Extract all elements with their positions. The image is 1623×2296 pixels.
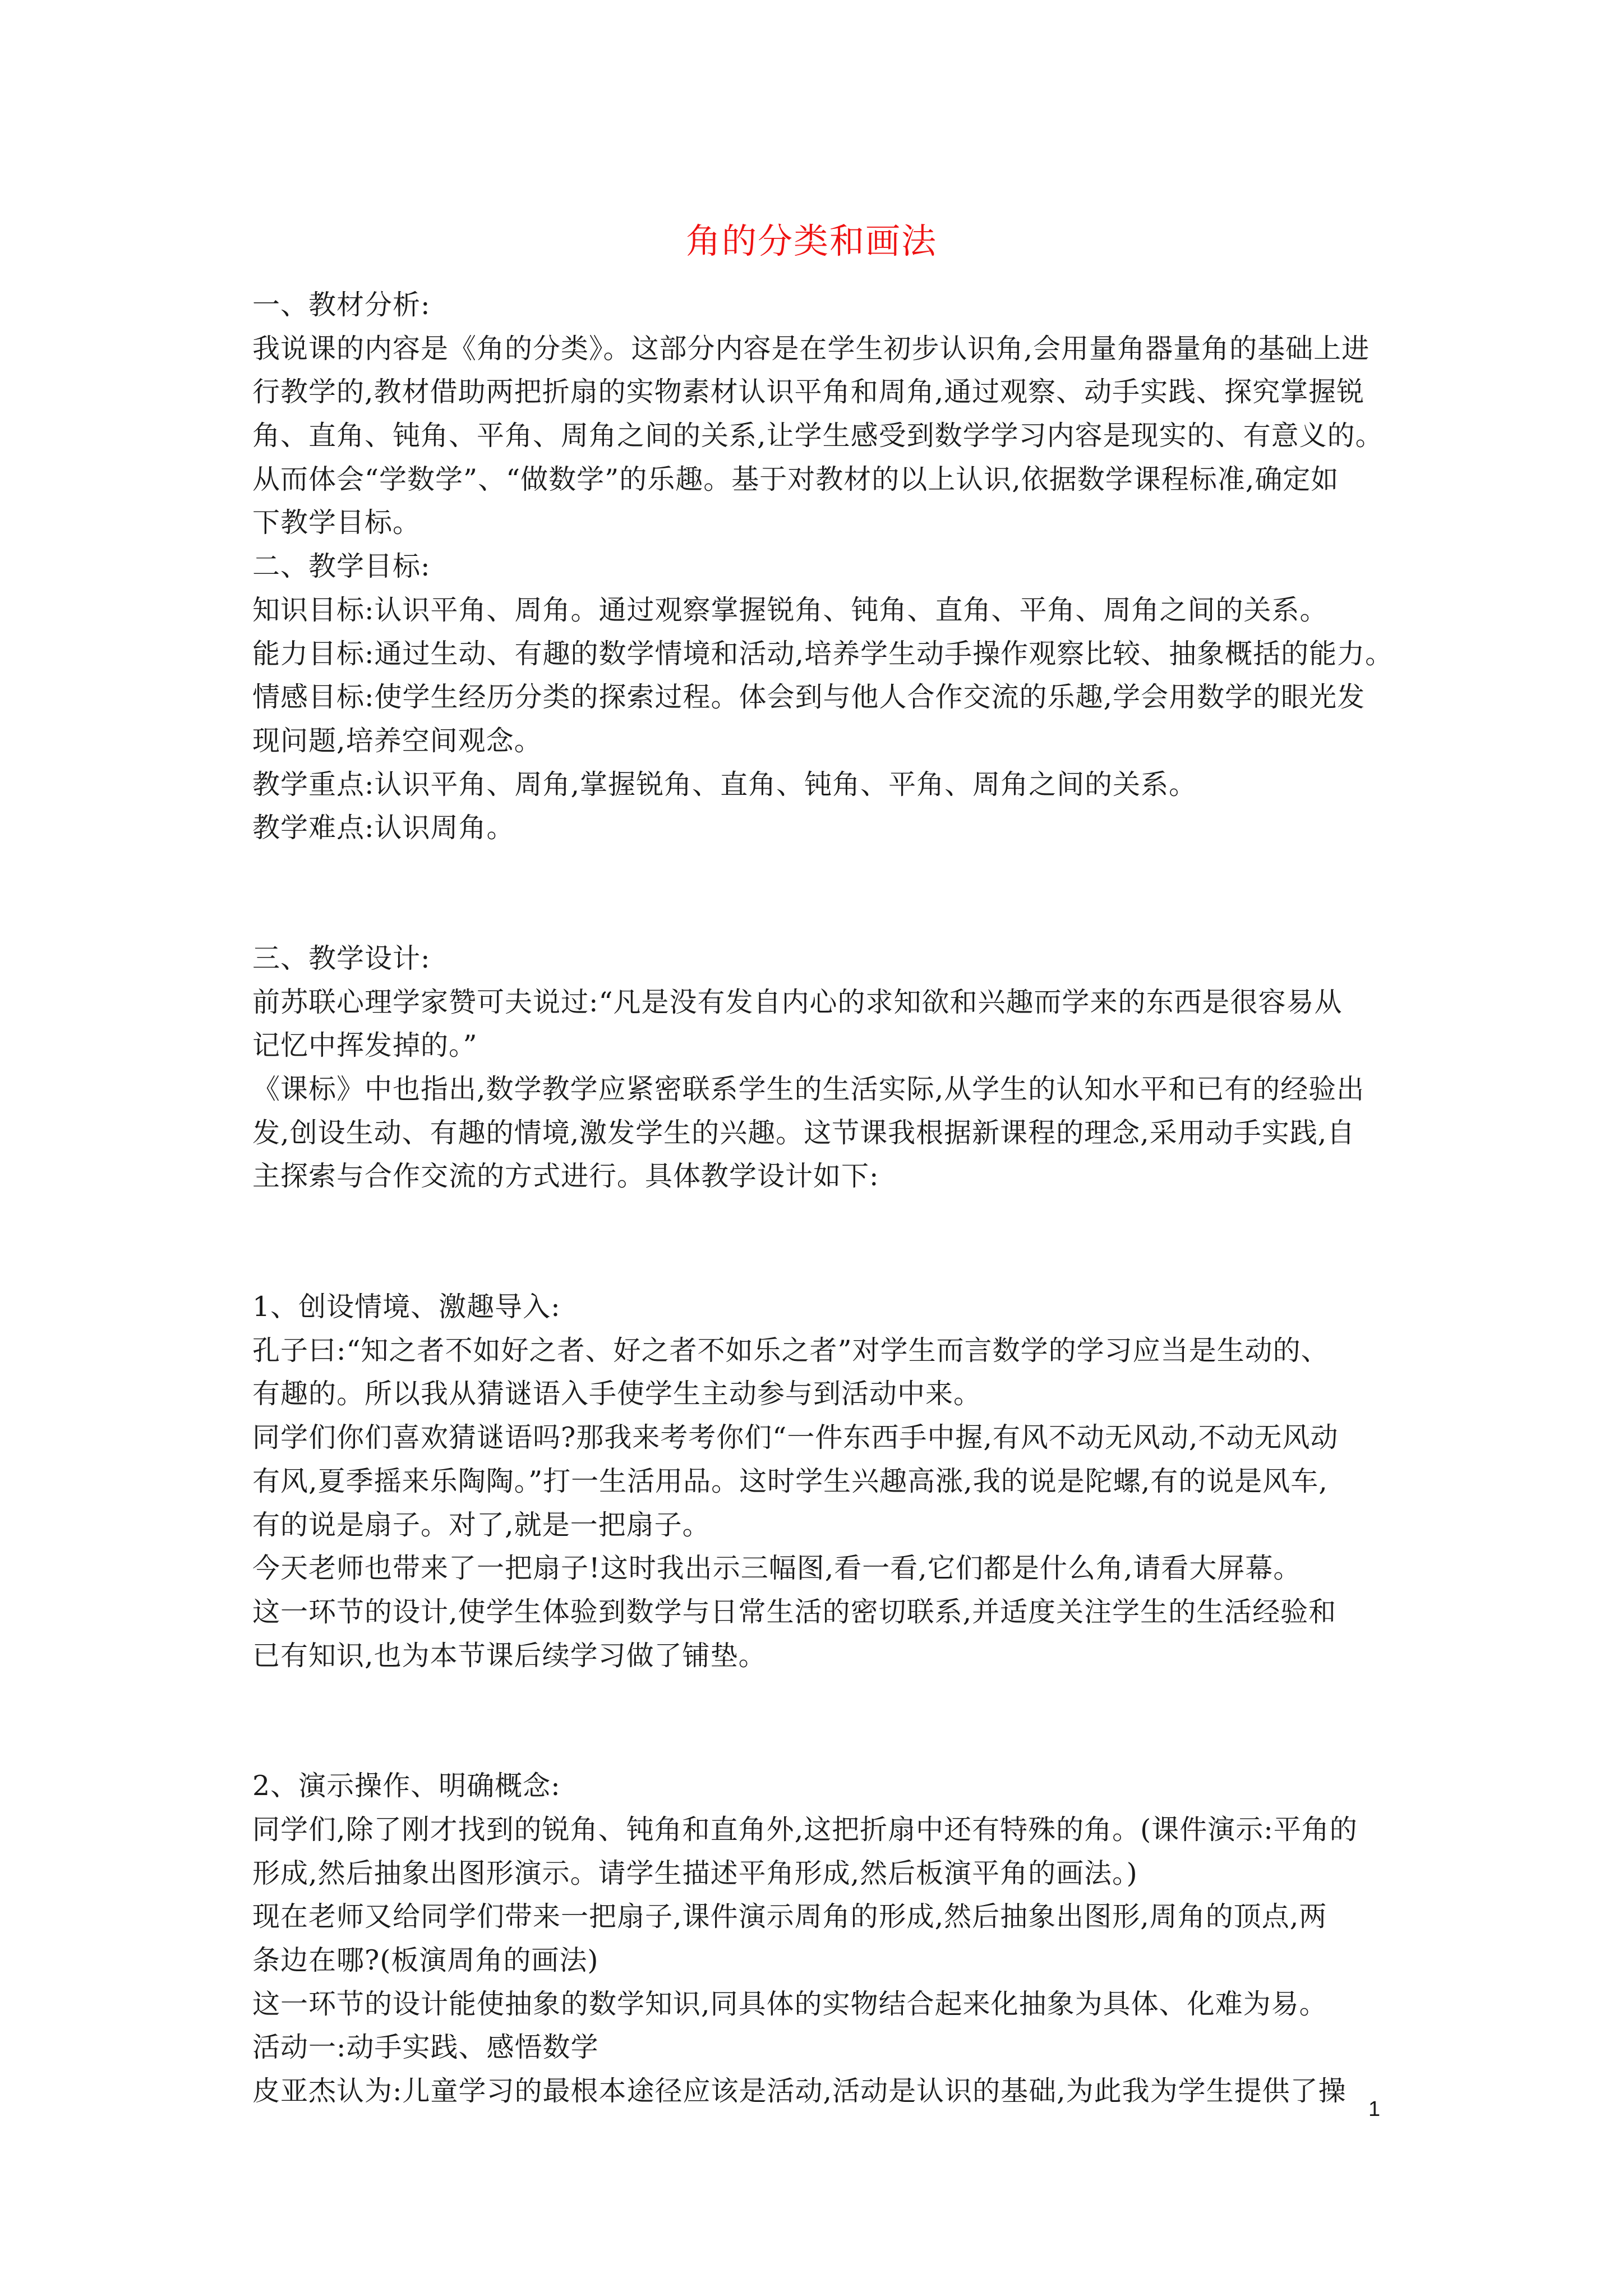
paragraph-line: 同学们,除了刚才找到的锐角、钝角和直角外,这把折扇中还有特殊的角。(课件演示:平角的: [252, 1813, 1358, 1846]
section-heading: 2、演示操作、明确概念:: [252, 1770, 561, 1802]
section-heading: 一、教材分析:: [252, 289, 431, 321]
paragraph-line: 行教学的,教材借助两把折扇的实物素材认识平角和周角,通过观察、动手实践、探究掌握锐: [252, 376, 1365, 408]
section-heading: 1、创设情境、激趣导入:: [252, 1291, 561, 1323]
paragraph-line: 同学们你们喜欢猜谜语吗?那我来考考你们“一件东西手中握,有风不动无风动,不动无风动: [252, 1421, 1339, 1454]
paragraph-line: 我说课的内容是《角的分类》。这部分内容是在学生初步认识角,会用量角器量角的基础上进: [252, 332, 1370, 365]
paragraph-line: 有的说是扇子。对了,就是一把扇子。: [252, 1508, 711, 1541]
document-body: [252, 283, 1396, 2113]
document-title: 角的分类和画法: [685, 220, 937, 261]
blank-space: [252, 1198, 1396, 1285]
paragraph-line: 下教学目标。: [252, 507, 421, 539]
paragraph-line: 形成,然后抽象出图形演示。请学生描述平角形成,然后板演平角的画法。): [252, 1857, 1138, 1889]
paragraph-line: 《课标》中也指出,数学教学应紧密联系学生的生活实际,从学生的认知水平和已有的经验出: [252, 1073, 1365, 1105]
section-scenario-intro: [252, 1285, 1396, 1677]
paragraph-line: 前苏联心理学家赞可夫说过:“凡是没有发自内心的求知欲和兴趣而学来的东西是很容易从: [252, 986, 1343, 1018]
blank-space: [252, 850, 1396, 937]
paragraph-line: 这一环节的设计能使抽象的数学知识,同具体的实物结合起来化抽象为具体、化难为易。: [252, 1987, 1327, 2020]
section-textbook-analysis: [252, 283, 1396, 545]
paragraph-line: 孔子曰:“知之者不如好之者、好之者不如乐之者”对学生而言数学的学习应当是生动的、: [252, 1334, 1329, 1366]
paragraph-line: 这一环节的设计,使学生体验到数学与日常生活的密切联系,并适度关注学生的生活经验和: [252, 1595, 1337, 1628]
paragraph-line: 从而体会“学数学”、“做数学”的乐趣。基于对教材的以上认识,依据数学课程标准,确定如: [252, 463, 1339, 495]
section-heading: 二、教学目标:: [252, 550, 431, 583]
paragraph-line: 知识目标:认识平角、周角。通过观察掌握锐角、钝角、直角、平角、周角之间的关系。: [252, 593, 1328, 626]
paragraph-line: 教学难点:认识周角。: [252, 812, 515, 844]
paragraph-line: 现问题,培养空间观念。: [252, 724, 542, 757]
paragraph-line: 今天老师也带来了一把扇子!这时我出示三幅图,看一看,它们都是什么角,请看大屏幕。: [252, 1552, 1302, 1585]
section-teaching-design: [252, 937, 1396, 1198]
paragraph-line: 记忆中挥发掉的。”: [252, 1029, 478, 1062]
paragraph-line: 角、直角、钝角、平角、周角之间的关系,让学生感受到数学学习内容是现实的、有意义的。: [252, 420, 1384, 452]
paragraph-line: 现在老师又给同学们带来一把扇子,课件演示周角的形成,然后抽象出图形,周角的顶点,两: [252, 1901, 1327, 1933]
blank-space: [252, 1677, 1396, 1764]
paragraph-line: 能力目标:通过生动、有趣的数学情境和活动,培养学生动手操作观察比较、抽象概括的能力。: [252, 637, 1394, 670]
paragraph-line: 条边在哪?(板演周角的画法): [252, 1944, 599, 1976]
paragraph-line: 情感目标:使学生经历分类的探索过程。体会到与他人合作交流的乐趣,学会用数学的眼光发: [252, 681, 1366, 714]
page-number: 1: [1368, 2097, 1381, 2121]
paragraph-line: 主探索与合作交流的方式进行。具体教学设计如下:: [252, 1160, 879, 1193]
paragraph-line: 有风,夏季摇来乐陶陶。”打一生活用品。这时学生兴趣高涨,我的说是陀螺,有的说是风车,: [252, 1465, 1328, 1497]
paragraph-line: 发,创设生动、有趣的情境,激发学生的兴趣。这节课我根据新课程的理念,采用动手实践,自: [252, 1116, 1355, 1149]
paragraph-line: 教学重点:认识平角、周角,掌握锐角、直角、钝角、平角、周角之间的关系。: [252, 768, 1197, 800]
paragraph-line: 活动一:动手实践、感悟数学: [252, 2031, 599, 2064]
section-demonstration: [252, 1764, 1396, 2113]
section-teaching-goals: [252, 545, 1396, 850]
paragraph-line: 有趣的。所以我从猜谜语入手使学生主动参与到活动中来。: [252, 1378, 982, 1410]
section-heading: 三、教学设计:: [252, 942, 431, 974]
paragraph-line: 皮亚杰认为:儿童学习的最根本途径应该是活动,活动是认识的基础,为此我为学生提供了操: [252, 2075, 1347, 2108]
paragraph-line: 已有知识,也为本节课后续学习做了铺垫。: [252, 1639, 767, 1672]
